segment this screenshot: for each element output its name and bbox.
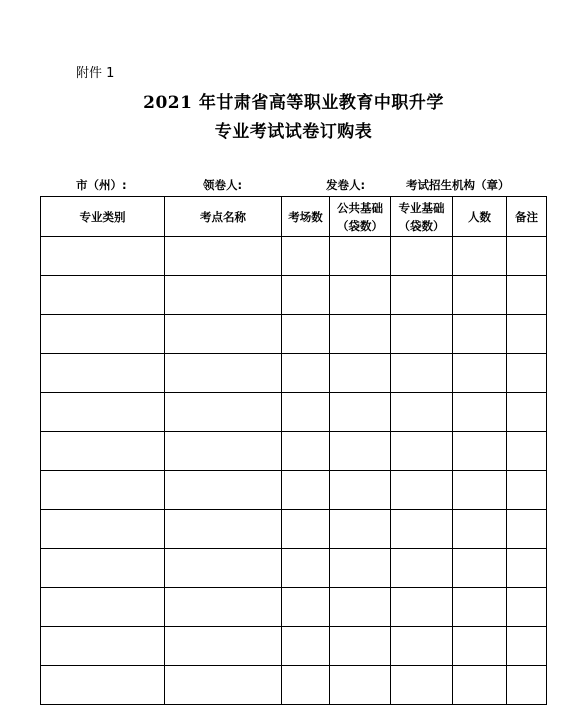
table-row (41, 276, 547, 315)
cell-room-count[interactable] (282, 471, 330, 510)
cell-major-category[interactable] (41, 432, 165, 471)
table-row (41, 471, 547, 510)
cell-major-basic[interactable] (391, 510, 453, 549)
cell-major-basic[interactable] (391, 549, 453, 588)
cell-people-count[interactable] (453, 237, 507, 276)
cell-remarks[interactable] (507, 315, 547, 354)
cell-exam-site[interactable] (165, 666, 282, 705)
cell-major-basic[interactable] (391, 627, 453, 666)
attachment-label: 附件 1 (76, 66, 115, 81)
cell-room-count[interactable] (282, 588, 330, 627)
cell-exam-site[interactable] (165, 510, 282, 549)
cell-major-category[interactable] (41, 354, 165, 393)
document-title-line1: 2021 年甘肃省高等职业教育中职升学 (143, 93, 444, 113)
cell-exam-site[interactable] (165, 276, 282, 315)
table-row (41, 393, 547, 432)
cell-major-category[interactable] (41, 315, 165, 354)
cell-public-basic[interactable] (330, 393, 391, 432)
cell-public-basic[interactable] (330, 315, 391, 354)
cell-room-count[interactable] (282, 315, 330, 354)
cell-major-category[interactable] (41, 510, 165, 549)
header-major-basic (391, 197, 453, 237)
cell-public-basic[interactable] (330, 588, 391, 627)
cell-major-category[interactable] (41, 666, 165, 705)
cell-remarks[interactable] (507, 627, 547, 666)
header-major-basic-line2: （袋数） (398, 218, 445, 233)
cell-room-count[interactable] (282, 237, 330, 276)
table-row (41, 627, 547, 666)
cell-people-count[interactable] (453, 549, 507, 588)
cell-remarks[interactable] (507, 354, 547, 393)
cell-room-count[interactable] (282, 510, 330, 549)
cell-remarks[interactable] (507, 666, 547, 705)
cell-remarks[interactable] (507, 393, 547, 432)
header-exam-site: 考点名称 (165, 197, 282, 237)
institution-label: 考试招生机构（章） (406, 178, 510, 192)
cell-room-count[interactable] (282, 393, 330, 432)
header-public-basic-line1: 公共基础 (337, 200, 383, 215)
cell-room-count[interactable] (282, 627, 330, 666)
cell-major-category[interactable] (41, 471, 165, 510)
header-remarks: 备注 (507, 197, 547, 237)
cell-major-basic[interactable] (391, 237, 453, 276)
cell-remarks[interactable] (507, 588, 547, 627)
cell-room-count[interactable] (282, 432, 330, 471)
cell-major-category[interactable] (41, 627, 165, 666)
cell-exam-site[interactable] (165, 237, 282, 276)
table-row (41, 354, 547, 393)
cell-exam-site[interactable] (165, 354, 282, 393)
cell-room-count[interactable] (282, 549, 330, 588)
cell-major-basic[interactable] (391, 666, 453, 705)
table-row (41, 588, 547, 627)
cell-people-count[interactable] (453, 315, 507, 354)
cell-major-category[interactable] (41, 393, 165, 432)
table-body (41, 237, 547, 705)
cell-public-basic[interactable] (330, 276, 391, 315)
cell-people-count[interactable] (453, 276, 507, 315)
cell-people-count[interactable] (453, 354, 507, 393)
header-people-count: 人数 (453, 197, 507, 237)
header-major-basic-line1: 专业基础 (398, 200, 445, 215)
cell-major-category[interactable] (41, 276, 165, 315)
issuer-label: 发卷人: (326, 178, 366, 192)
cell-people-count[interactable] (453, 471, 507, 510)
order-table (40, 196, 547, 705)
cell-major-basic[interactable] (391, 276, 453, 315)
cell-major-basic[interactable] (391, 354, 453, 393)
cell-exam-site[interactable] (165, 627, 282, 666)
document-title-line2: 专业考试试卷订购表 (214, 122, 373, 142)
cell-major-basic[interactable] (391, 471, 453, 510)
table-row (41, 666, 547, 705)
header-row (41, 197, 547, 237)
cell-public-basic[interactable] (330, 432, 391, 471)
cell-public-basic[interactable] (330, 471, 391, 510)
header-public-basic (330, 197, 391, 237)
table-row (41, 315, 547, 354)
cell-exam-site[interactable] (165, 393, 282, 432)
header-room-count: 考场数 (282, 197, 330, 237)
cell-exam-site[interactable] (165, 432, 282, 471)
cell-public-basic[interactable] (330, 627, 391, 666)
cell-people-count[interactable] (453, 510, 507, 549)
cell-people-count[interactable] (453, 588, 507, 627)
city-label: 市（州）: (76, 178, 127, 192)
cell-public-basic[interactable] (330, 354, 391, 393)
cell-people-count[interactable] (453, 393, 507, 432)
cell-room-count[interactable] (282, 666, 330, 705)
cell-room-count[interactable] (282, 354, 330, 393)
table-row (41, 237, 547, 276)
cell-major-category[interactable] (41, 549, 165, 588)
cell-room-count[interactable] (282, 276, 330, 315)
cell-remarks[interactable] (507, 510, 547, 549)
cell-major-basic[interactable] (391, 588, 453, 627)
receiver-label: 领卷人: (203, 178, 243, 192)
table-row (41, 432, 547, 471)
cell-people-count[interactable] (453, 432, 507, 471)
cell-remarks[interactable] (507, 432, 547, 471)
cell-people-count[interactable] (453, 666, 507, 705)
cell-people-count[interactable] (453, 627, 507, 666)
cell-remarks[interactable] (507, 471, 547, 510)
cell-exam-site[interactable] (165, 588, 282, 627)
cell-remarks[interactable] (507, 549, 547, 588)
cell-public-basic[interactable] (330, 237, 391, 276)
cell-remarks[interactable] (507, 276, 547, 315)
cell-public-basic[interactable] (330, 666, 391, 705)
table-row (41, 510, 547, 549)
cell-major-basic[interactable] (391, 432, 453, 471)
cell-major-category[interactable] (41, 588, 165, 627)
cell-public-basic[interactable] (330, 549, 391, 588)
cell-major-basic[interactable] (391, 315, 453, 354)
cell-exam-site[interactable] (165, 549, 282, 588)
cell-public-basic[interactable] (330, 510, 391, 549)
header-public-basic-line2: （袋数） (337, 218, 383, 233)
cell-major-basic[interactable] (391, 393, 453, 432)
table-row (41, 549, 547, 588)
cell-exam-site[interactable] (165, 471, 282, 510)
cell-remarks[interactable] (507, 237, 547, 276)
header-major-category: 专业类别 (41, 197, 165, 237)
cell-major-category[interactable] (41, 237, 165, 276)
cell-exam-site[interactable] (165, 315, 282, 354)
